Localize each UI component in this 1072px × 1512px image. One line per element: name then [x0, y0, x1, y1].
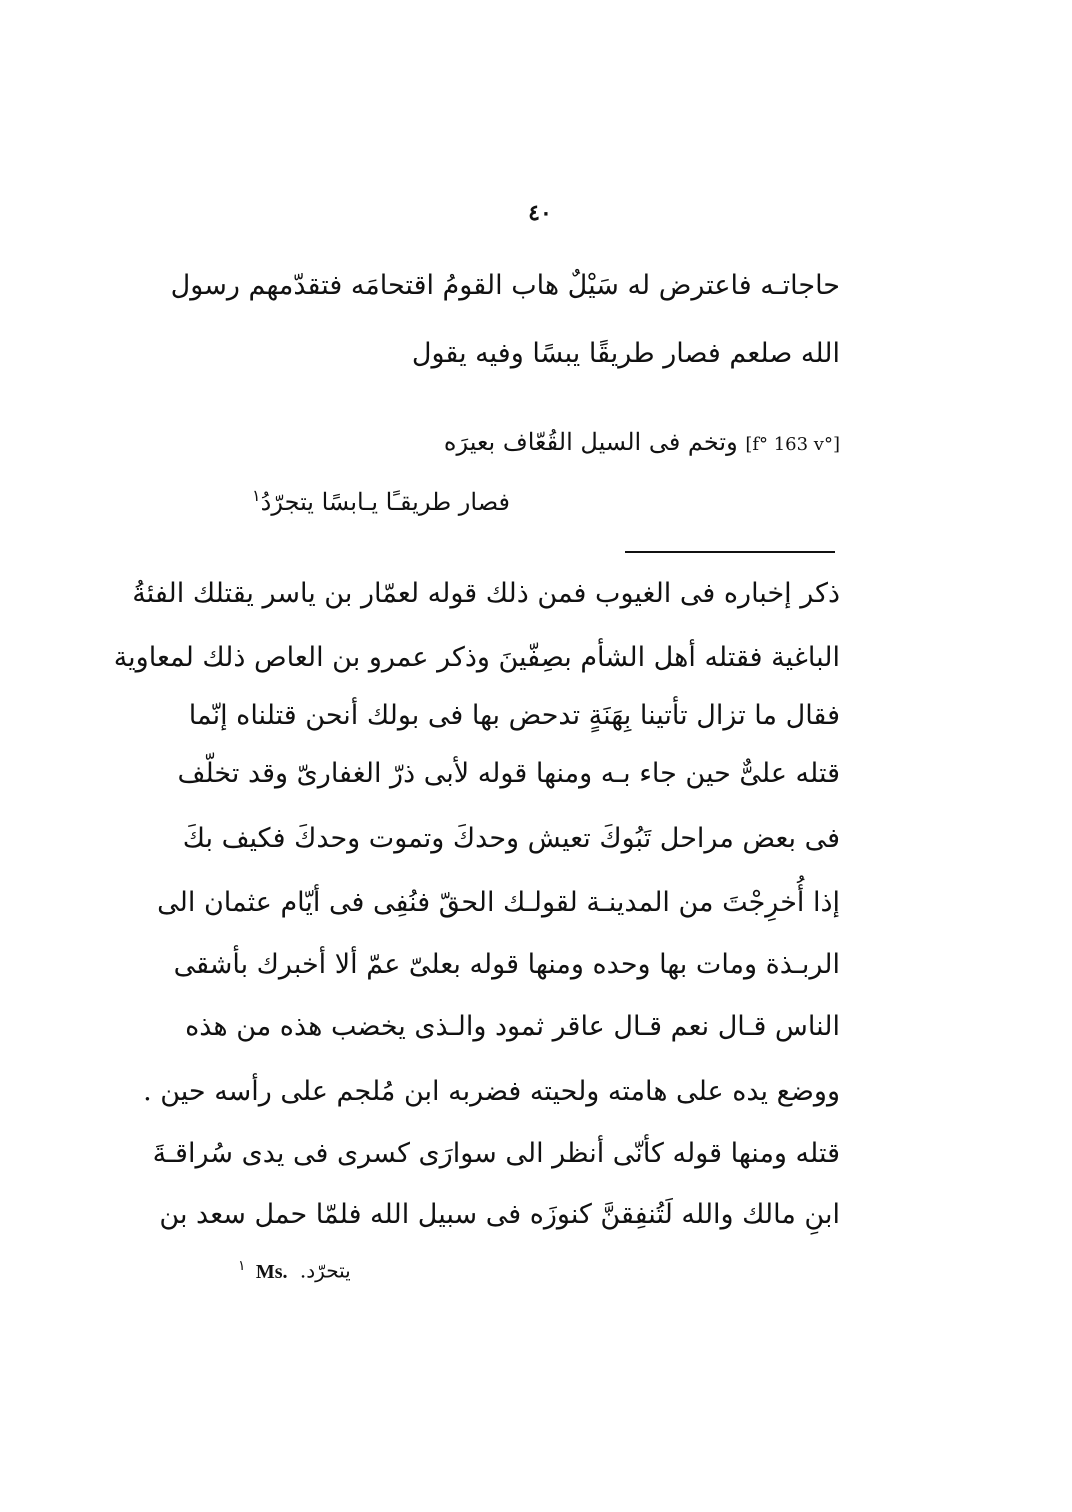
text-line: الله صلعم فصار طريقًا يبسًا وفيه يقول [411, 338, 840, 369]
section-divider [625, 551, 835, 553]
text-line: الباغية فقتله أهل الشأم بصِفّينَ وذكر عمرو بن العاص ذلك لمعاوية [113, 642, 840, 673]
verse-line-1 [444, 424, 840, 463]
folio-reference: [f° 163 v°] [745, 434, 840, 455]
verse-text: وتخم فى السيل القُعّاف بعيرَه [443, 428, 738, 456]
text-line: الربـذة ومات بها وحده ومنها قوله بعلىّ عمّ ألا أخبرك بأشقى [173, 949, 840, 980]
footnote-text: يتحرّد. [299, 1258, 351, 1283]
text-line: ابنِ مالك والله لَتُنفِقنَّ كنوزَه فى سبيل الله فلمّا حمل سعد بن [159, 1199, 840, 1230]
text-line: فى بعض مراحل تَبُوكَ تعيش وحدكَ وتموت وحدكَ فكيف بكَ [182, 823, 840, 854]
footnote-label: Ms. [255, 1260, 288, 1283]
verse-line-2 [252, 478, 510, 520]
text-line: قتله ومنها قوله كأنّى أنظر الى سوارَى كسرى فى يدى سُراقـةَ [152, 1138, 840, 1169]
text-line: إذا أُخرِجْتَ من المدينـة لقولـك الحقّ فنُفِى فى أيّام عثمان الى [157, 887, 840, 918]
text-line: حاجاتـه فاعترض له سَيْلٌ هاب القومُ اقتحامَه فتقدّمهم رسول [170, 270, 840, 301]
verse-text: فصار طريقـًا يـابسًا يتجرّدُ [260, 488, 510, 516]
footnote-marker: ١ [252, 486, 261, 505]
text-line: ذكر إخباره فى الغيوب فمن ذلك قوله لعمّار بن ياسر يقتلك الفئةُ [132, 578, 840, 609]
text-line: قتله علىٌّ حين جاء بـه ومنها قوله لأبى ذرّ الغفارىّ وقد تخلّف [177, 758, 840, 789]
page-number: ٤٠ [528, 200, 552, 226]
text-line: ووضع يده على هامته ولحيته فضربه ابن مُلجم على رأسه حين . [143, 1076, 840, 1107]
footnote-number: ١ [238, 1258, 246, 1274]
text-line: الناس قـال نعم قـال عاقر ثمود والـذى يخضب هذه من هذه [185, 1011, 840, 1042]
text-line: فقال ما تزال تأتينا بِهَنَةٍ تدحض بها فى بولك أنحن قتلناه إنّما [188, 700, 840, 731]
footnote [238, 1258, 351, 1284]
